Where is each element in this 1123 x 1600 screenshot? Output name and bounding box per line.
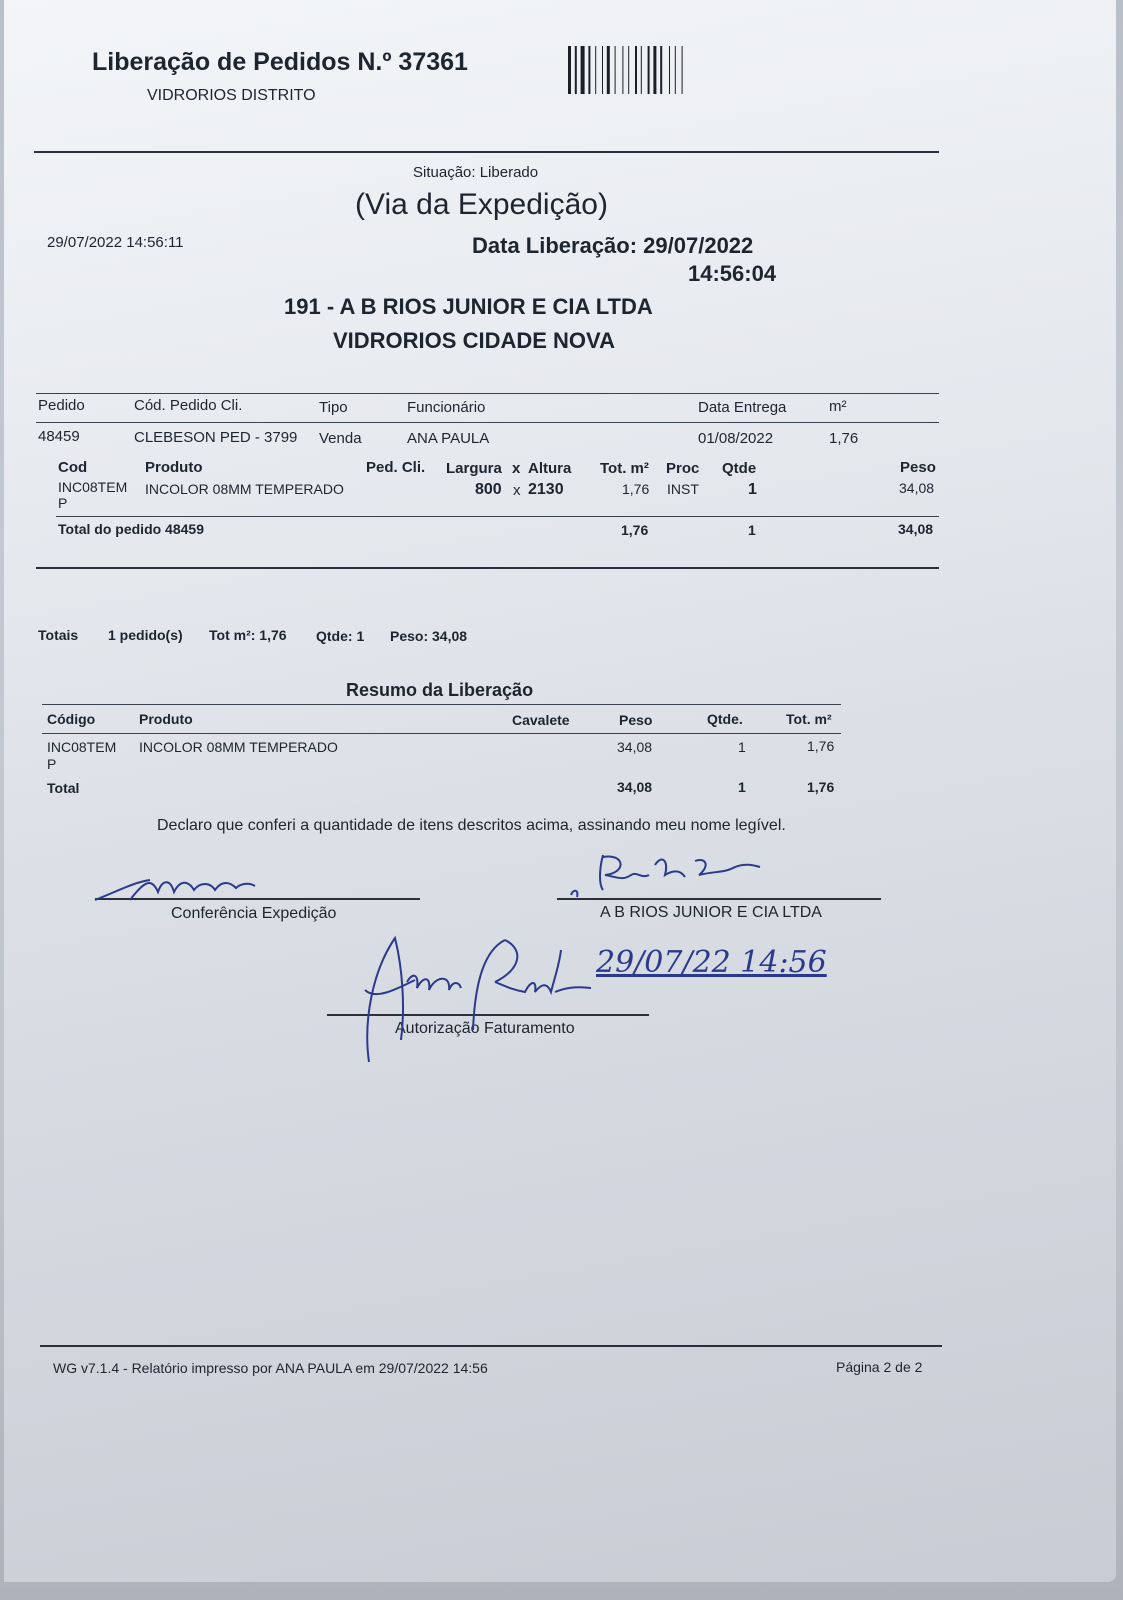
item-header-ped-cli: Ped. Cli. [366,459,426,476]
order-data-entrega: 01/08/2022 [698,430,774,447]
summary-total-tot-m2: 1,76 [807,779,835,795]
divider [42,704,841,705]
document-title: Liberação de Pedidos N.º 37361 [92,48,468,76]
item-header-x: x [512,460,521,477]
summary-qtde: 1 [738,739,746,755]
divider [36,567,939,569]
client-unit: VIDRORIOS CIDADE NOVA [333,328,615,353]
divider [56,516,939,517]
item-header-peso: Peso [900,459,936,476]
item-header-largura: Largura [446,460,502,477]
item-altura: 2130 [528,481,564,498]
signature-label-autorizacao: Autorização Faturamento [395,1020,575,1037]
col-header-funcionario: Funcionário [407,399,486,416]
summary-total-qtde: 1 [738,779,746,795]
item-qtde: 1 [748,481,757,498]
item-produto: INCOLOR 08MM TEMPERADO [145,481,344,497]
summary-header-tot-m2: Tot. m² [786,711,832,727]
summary-peso: 34,08 [617,739,653,755]
declaration-text: Declaro que conferi a quantidade de itens descritos acima, assinando meu nome legível. [157,817,786,834]
summary-codigo: INC08TEM [47,739,117,755]
order-tipo: Venda [319,430,362,447]
totals-pedidos: 1 pedido(s) [108,627,183,643]
company-name: VIDRORIOS DISTRITO [147,87,316,104]
footer-print-info: WG v7.1.4 - Relatório impresso por ANA PAULA em 29/07/2022 14:56 [53,1360,488,1376]
summary-header-cavalete: Cavalete [512,712,570,728]
totals-qtde: Qtde: 1 [316,628,365,644]
order-total-label: Total do pedido 48459 [58,521,204,537]
situation-status: Situação: Liberado [413,164,539,181]
summary-header-peso: Peso [619,712,653,728]
item-header-qtde: Qtde [722,460,757,477]
col-header-cod-pedido-cli: Cód. Pedido Cli. [134,397,243,414]
via-label: (Via da Expedição) [355,188,608,221]
summary-total-label: Total [47,780,80,796]
order-funcionario: ANA PAULA [407,430,490,447]
summary-total-peso: 34,08 [617,779,653,795]
divider [34,151,939,153]
divider [36,422,939,423]
summary-header-codigo: Código [47,711,96,727]
summary-header-produto: Produto [139,711,193,727]
release-date: Data Liberação: 29/07/2022 [472,233,754,258]
summary-tot-m2: 1,76 [807,738,835,754]
summary-title: Resumo da Liberação [346,680,534,700]
item-header-cod: Cod [58,459,88,476]
item-proc: INST [667,481,699,497]
item-largura: 800 [475,481,502,498]
order-total-peso: 34,08 [898,521,934,537]
release-time: 14:56:04 [688,261,777,286]
print-datetime: 29/07/2022 14:56:11 [47,234,184,251]
item-header-proc: Proc [666,460,700,477]
item-header-altura: Altura [528,460,572,477]
handwritten-signature [90,870,270,905]
barcode-icon [568,46,728,96]
col-header-m2: m² [829,398,847,415]
signature-label-company: A B RIOS JUNIOR E CIA LTDA [600,904,822,921]
item-tot-m2: 1,76 [622,481,650,497]
page-number: Página 2 de 2 [836,1359,923,1375]
order-pedido: 48459 [38,428,80,445]
order-m2: 1,76 [829,430,859,447]
totals-tot-m2: Tot m²: 1,76 [209,627,287,643]
totals-label: Totais [38,627,79,643]
order-total-m2: 1,76 [621,522,649,538]
handwritten-date: 29/07/22 14:56 [596,945,827,980]
col-header-pedido: Pedido [38,397,85,414]
order-cod-pedido-cli: CLEBESON PED - 3799 [134,429,298,446]
divider [42,733,841,734]
signature-label-conferencia: Conferência Expedição [171,905,337,922]
summary-produto: INCOLOR 08MM TEMPERADO [139,739,338,755]
item-header-tot-m2: Tot. m² [600,460,649,477]
col-header-tipo: Tipo [319,399,348,416]
divider [36,393,939,394]
item-cod-cont: P [58,495,68,511]
handwritten-signature [565,845,765,905]
summary-header-qtde: Qtde. [707,711,743,727]
divider [40,1345,942,1347]
col-header-data-entrega: Data Entrega [698,399,787,416]
client-line: 191 - A B RIOS JUNIOR E CIA LTDA [284,294,653,319]
handwritten-signature [355,930,595,1065]
item-peso: 34,08 [899,480,935,496]
summary-codigo-cont: P [47,756,57,772]
order-total-qtde: 1 [748,522,756,538]
totals-peso: Peso: 34,08 [390,628,468,644]
item-header-produto: Produto [145,459,203,476]
item-x: x [513,482,521,499]
item-cod: INC08TEM [58,479,128,495]
